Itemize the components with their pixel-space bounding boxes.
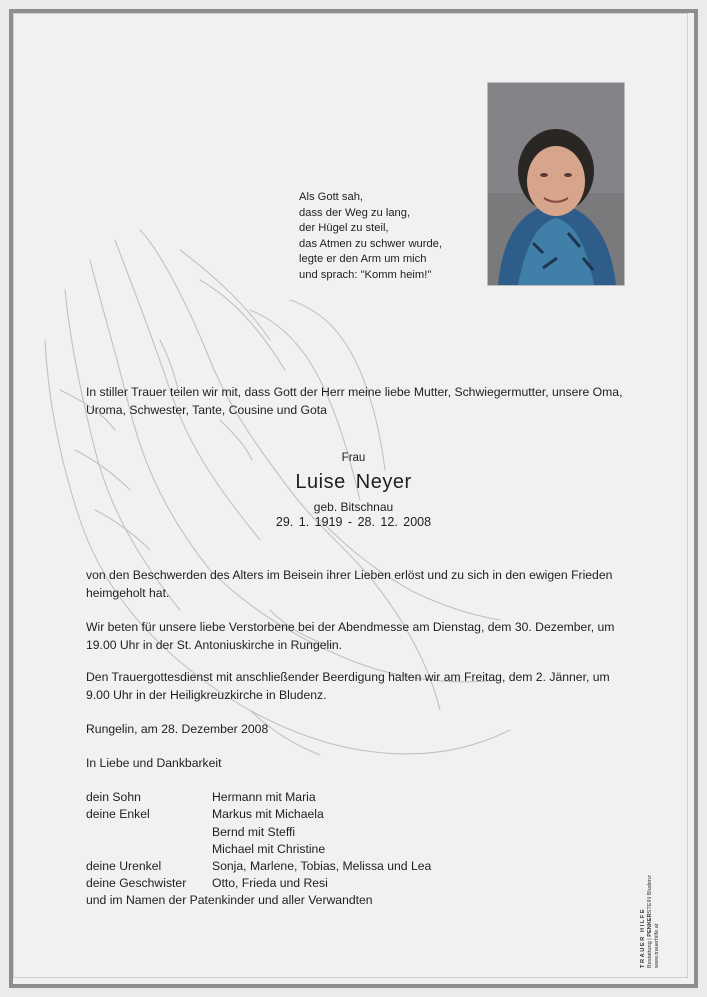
poem-line: und sprach: "Komm heim!" (299, 268, 432, 281)
imprint-brand: TRAUER HILFE (640, 907, 646, 968)
relation: dein Sohn (86, 790, 141, 804)
poem-line: legte er den Arm um mich (299, 253, 427, 265)
portrait-image (488, 83, 624, 285)
list-item (86, 824, 431, 841)
funeral-home-imprint (640, 875, 661, 968)
names: Hermann mit Maria (212, 790, 316, 804)
names: Sonja, Marlene, Tobias, Melissa und Lea (212, 859, 432, 874)
names: Michael mit Christine (212, 841, 326, 856)
list-item (86, 789, 431, 806)
closing-line: und im Namen der Patenkinder und aller Verwandten (86, 893, 373, 907)
poem-line: der Hügel zu steil, (299, 222, 389, 234)
passing-text: von den Beschwerden des Alters im Beisein ihrer Lieben erlöst und zu sich in den ewigen Frieden heimgeholt hat. (86, 568, 613, 600)
imprint-line: Bestattung | PENKERSTEIN Bludenz (647, 875, 653, 968)
birth-name: geb. Bitschnau (313, 500, 394, 514)
names: Bernd mit Steffi (212, 824, 296, 839)
intro-text: In stiller Trauer teilen wir mit, dass Gott der Herr meine liebe Mutter, Schwiegermutter, unsere Oma, Uroma, Schwester, Tante, Cousine und Gota (86, 385, 623, 417)
list-item (86, 806, 431, 823)
list-item (86, 875, 431, 892)
evening-mass-text: Wir beten für unsere liebe Verstorbene bei der Abendmesse am Dienstag, dem 30. Dezember, um 19.00 Uhr in der St. Antoniuskirche in Rungelin. (86, 620, 615, 652)
names: Otto, Frieda und Resi (212, 876, 328, 891)
names: Markus mit Michaela (212, 807, 324, 822)
mourners-list (86, 789, 431, 893)
relation: deine Geschwister (86, 876, 187, 891)
praying-hands-illustration (20, 190, 540, 800)
relation: deine Enkel (86, 807, 150, 822)
list-item (86, 841, 431, 858)
poem-line: das Atmen zu schwer wurde, (299, 237, 443, 250)
poem-line: Als Gott sah, (299, 191, 364, 203)
imprint-website[interactable]: www.trauerhilfe.at (654, 923, 660, 968)
funeral-text: Den Trauergottesdienst mit anschließender Beerdigung halten wir am Freitag, dem 2. Jänner, um 9.00 Uhr in der Heiligkreuzkirche in Bludenz. (86, 670, 610, 702)
life-dates: 29. 1. 1919 - 28. 12. 2008 (275, 515, 432, 529)
relation (86, 841, 212, 858)
poem (299, 190, 442, 283)
portrait-photo (487, 82, 625, 286)
salutation: Frau (341, 452, 366, 464)
poem-line: dass der Weg zu lang, (299, 206, 411, 219)
dedication: In Liebe und Dankbarkeit (86, 756, 222, 770)
place-date: Rungelin, am 28. Dezember 2008 (86, 722, 269, 736)
deceased-name: Luise Neyer (295, 471, 412, 493)
relation (86, 824, 212, 841)
relation: deine Urenkel (86, 859, 162, 874)
list-item (86, 858, 431, 875)
